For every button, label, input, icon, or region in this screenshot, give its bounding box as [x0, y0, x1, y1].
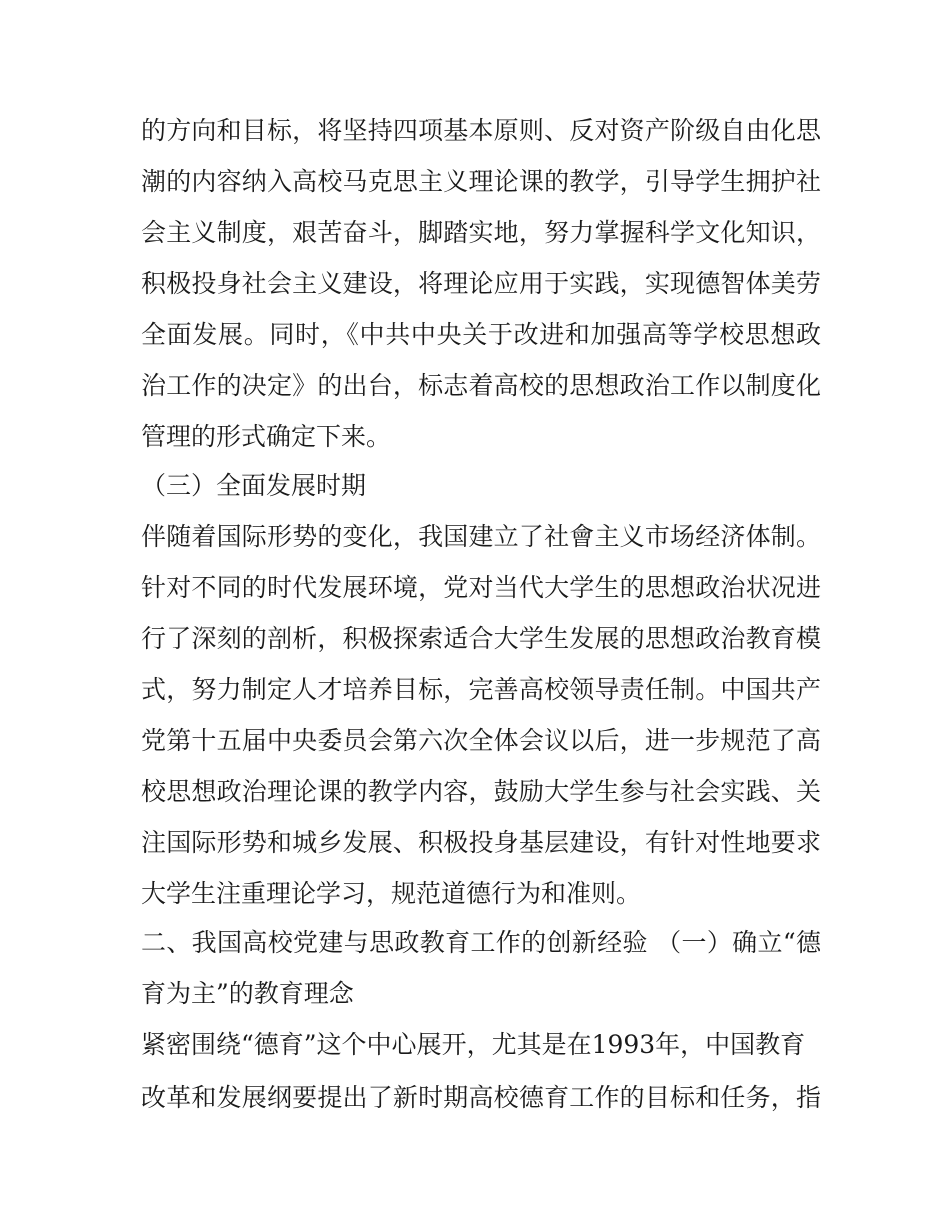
text-line: 紧密围绕“德育”这个中心展开，尤其是在1993年，中国教育: [141, 1030, 806, 1059]
text-line: 行了深刻的剖析，积极探索适合大学生发展的思想政治教育模: [141, 624, 821, 653]
text-line: 治工作的决定》的出台，标志着高校的思想政治工作以制度化: [141, 371, 821, 400]
text-line: 党第十五届中央委员会第六次全体会议以后，进一步规范了高: [141, 726, 821, 755]
text-line: 伴随着国际形势的变化，我国建立了社會主义市场经济体制。: [141, 522, 821, 551]
text-line: 的方向和目标，将坚持四项基本原则、反对资产阶级自由化思: [141, 116, 821, 145]
text-line: 全面发展。同时，《中共中央关于改进和加强高等学校思想政: [141, 320, 821, 349]
text-line: 校思想政治理论课的教学内容，鼓励大学生参与社会实践、关: [141, 777, 821, 806]
text-line: 注国际形势和城乡发展、积极投身基层建设，有针对性地要求: [141, 828, 821, 857]
section-heading: 育为主”的教育理念: [141, 979, 354, 1008]
text-line: 改革和发展纲要提出了新时期高校德育工作的目标和任务，指: [141, 1083, 821, 1112]
text-line: 式，努力制定人才培养目标，完善高校领导责任制。中国共产: [141, 675, 821, 704]
text-line: 针对不同的时代发展环境，党对当代大学生的思想政治状况进: [141, 573, 821, 602]
text-line: 积极投身社会主义建设，将理论应用于实践，实现德智体美劳: [141, 269, 821, 298]
section-heading: （三）全面发展时期: [141, 471, 367, 500]
text-line: 会主义制度，艰苦奋斗，脚踏实地，努力掌握科学文化知识，: [141, 218, 821, 247]
text-line: 管理的形式确定下来。: [141, 422, 392, 451]
section-heading: 二、我国高校党建与思政教育工作的创新经验 （一）确立“德: [141, 928, 821, 957]
text-line: 潮的内容纳入高校马克思主义理论课的教学，引导学生拥护社: [141, 167, 821, 196]
text-line: 大学生注重理论学习，规范道德行为和准则。: [141, 879, 642, 908]
